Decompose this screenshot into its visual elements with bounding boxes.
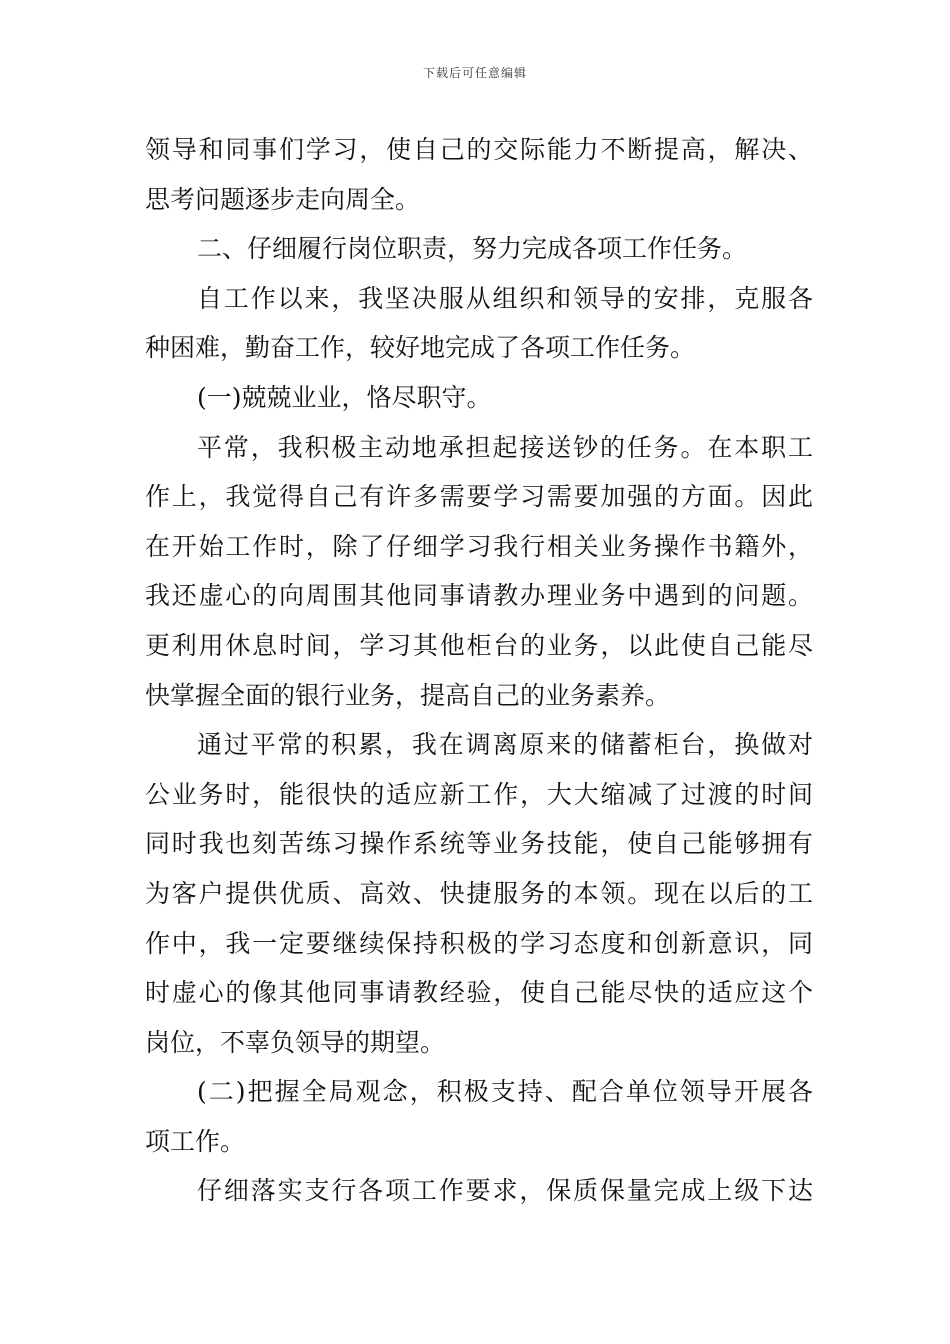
text-line: 作中，我一定要继续保持积极的学习态度和创新意识，同: [145, 928, 813, 958]
text-line: 快掌握全面的银行业务，提高自己的业务素养。: [145, 680, 671, 710]
text-line: 仔细落实支行各项工作要求，保质保量完成上级下达: [197, 1176, 813, 1206]
text-line: 为客户提供优质、高效、快捷服务的本领。现在以后的工: [145, 878, 813, 908]
text-line: 更利用休息时间，学习其他柜台的业务，以此使自己能尽: [145, 630, 813, 660]
text-line: 岗位，不辜负领导的期望。: [145, 1027, 446, 1057]
text-line: 作上，我觉得自己有许多需要学习需要加强的方面。因此: [145, 482, 813, 512]
text-line: 我还虚心的向周围其他同事请教办理业务中遇到的问题。: [145, 581, 813, 611]
text-line: 自工作以来，我坚决服从组织和领导的安排，克服各: [197, 283, 813, 313]
text-line: 同时我也刻苦练习操作系统等业务技能，使自己能够拥有: [145, 829, 813, 859]
text-line: 二、仔细履行岗位职责，努力完成各项工作任务。: [197, 234, 748, 264]
text-line: 思考问题逐步走向周全。: [145, 184, 421, 214]
text-line: (二)把握全局观念，积极支持、配合单位领导开展各: [197, 1077, 813, 1107]
page-header-note: 下载后可任意编辑: [422, 66, 527, 80]
document-body: [145, 125, 813, 1216]
text-line: 通过平常的积累，我在调离原来的储蓄柜台，换做对: [197, 730, 813, 760]
text-line: 种困难，勤奋工作，较好地完成了各项工作任务。: [145, 333, 696, 363]
text-line: 在开始工作时，除了仔细学习我行相关业务操作书籍外，: [145, 531, 813, 561]
text-line: 平常，我积极主动地承担起接送钞的任务。在本职工: [197, 432, 813, 462]
text-line: 公业务时，能很快的适应新工作，大大缩减了过渡的时间: [145, 779, 813, 809]
text-line: 领导和同事们学习，使自己的交际能力不断提高，解决、: [145, 135, 813, 164]
text-line: 时虚心的像其他同事请教经验，使自己能尽快的适应这个: [145, 978, 813, 1008]
text-line: (一)兢兢业业，恪尽职守。: [197, 382, 492, 412]
text-line: 项工作。: [145, 1126, 246, 1156]
